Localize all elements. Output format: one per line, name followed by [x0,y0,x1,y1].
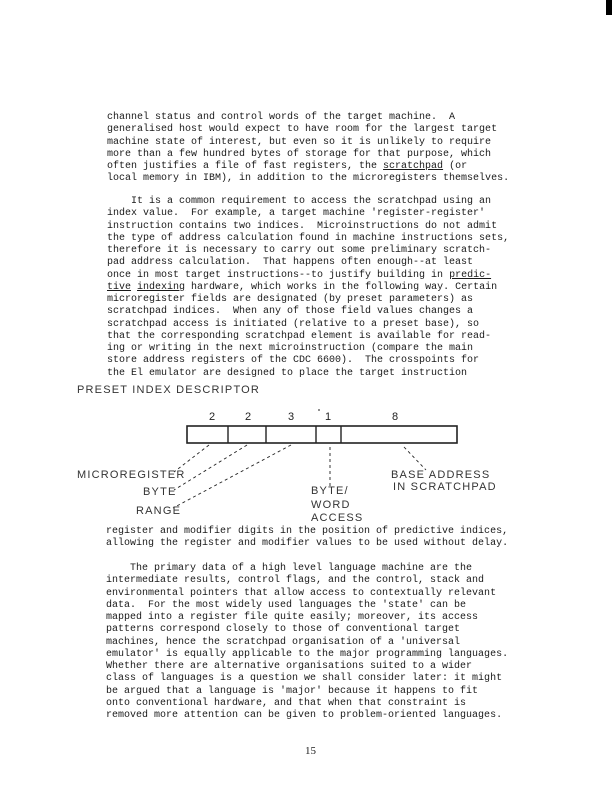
label-byte-word-2: WORD [311,499,351,511]
underlined-term: tive [107,281,132,293]
field-width-byte: 2 [245,411,252,423]
text-line: ing or writing in the next microinstruction (compare the main [107,343,474,354]
text-line: intermediate results, control flags, and the control, stack and [106,575,485,587]
text-line: that the corresponding scratchpad element is available for read- [107,330,492,342]
underlined-term: scratchpad [383,161,444,172]
text-segment: (or [443,161,468,172]
label-byte-word-3: ACCESS [311,512,364,524]
text-line: Whether there are alternative organisations suited to a wider [106,661,473,672]
underlined-term: predic- [449,269,492,281]
text-line: generalised host would expect to have room for the largest target [107,124,498,136]
field-width-range: 3 [288,411,295,423]
text-line: therefore it is necessary to carry out some preliminary scratch- [107,245,492,256]
label-microregister: MICROREGISTER [77,469,186,481]
text-line: scratchpad access is initiated (relative to a preset base), so [107,318,480,330]
label-byte: BYTE [143,486,177,498]
leader-base-address [404,447,426,470]
text-line: index value. For example, a target machine 'register-register' [107,208,486,220]
text-line: environmental pointers that allow access to contextually relevant [106,587,497,599]
text-line: data. For the most widely used languages the 'state' can be [106,599,467,611]
page-number: 15 [305,745,316,757]
text-line: the El emulator are designed to place the target instruction [107,367,468,379]
text-line: machine state of interest, but even so it is unlikely to require [107,136,492,148]
text-line: removed more attention can be given to problem-oriented languages. [106,710,503,721]
text-line: mapped into a register file quite easily; moreover, its access [106,612,479,623]
label-base-address-2: IN SCRATCHPAD [393,481,497,493]
text-line: be argued that a language is 'major' because it happens to fit [106,685,479,697]
text-line: store address registers of the CDC 6600). The crosspoints for [107,355,480,367]
text-line: scratchpad indices. When any of those field values changes a [107,306,474,318]
label-base-address-1: BASE ADDRESS [391,469,491,481]
text-line: patterns correspond closely to those of conventional target [106,624,461,636]
text-line: pad address calculation. That happens often enough--at least [107,257,474,269]
text-line: emulator' is equally applicable to the major programming languages. [106,648,509,660]
text-segment: often justifies a file of fast registers, the [107,161,384,172]
label-range: RANGE [136,505,182,517]
text-line: instruction contains two indices. Microinstructions do not admit [107,220,498,232]
label-byte-word-1: BYTE/ [311,485,349,497]
text-line: more than a few hundred bytes of storage for that purpose, which [107,148,492,160]
text-line: register and modifier digits in the position of predictive indices, [106,526,509,537]
text-line: local memory in IBM), in addition to the microregisters themselves. [107,173,510,185]
text-line: channel status and control words of the target machine. A [107,112,456,123]
text-line: microregister fields are designated (by preset parameters) as [107,294,474,305]
leader-byte [174,445,247,490]
text-line: allowing the register and modifier values to be used without delay. [106,538,509,550]
text-line: The primary data of a high level language machine are the [106,563,473,574]
figure-title: PRESET INDEX DESCRIPTOR [77,384,261,396]
text-line: onto conventional hardware, and that when that constraint is [106,697,467,709]
text-line: It is a common requirement to access the scratchpad using an [107,196,492,207]
underlined-term: indexing [137,281,186,293]
field-width-base-address: 8 [392,411,399,423]
leader-range [173,445,291,508]
text-line: machines, hence the scratchpad organisation of a 'universal [106,636,461,648]
text-line: class of languages is a question we shall consider later: it might [106,673,503,685]
text-line: the type of address calculation found in machine instructions sets, [107,232,510,244]
leader-microregister [174,445,209,472]
field-width-microregister: 2 [209,411,216,423]
field-width-byte-word: 1 [325,411,332,423]
text-segment: once in most target instructions--to justify building in [107,269,450,281]
text-segment: hardware, which works in the following way. Certain [185,281,498,293]
